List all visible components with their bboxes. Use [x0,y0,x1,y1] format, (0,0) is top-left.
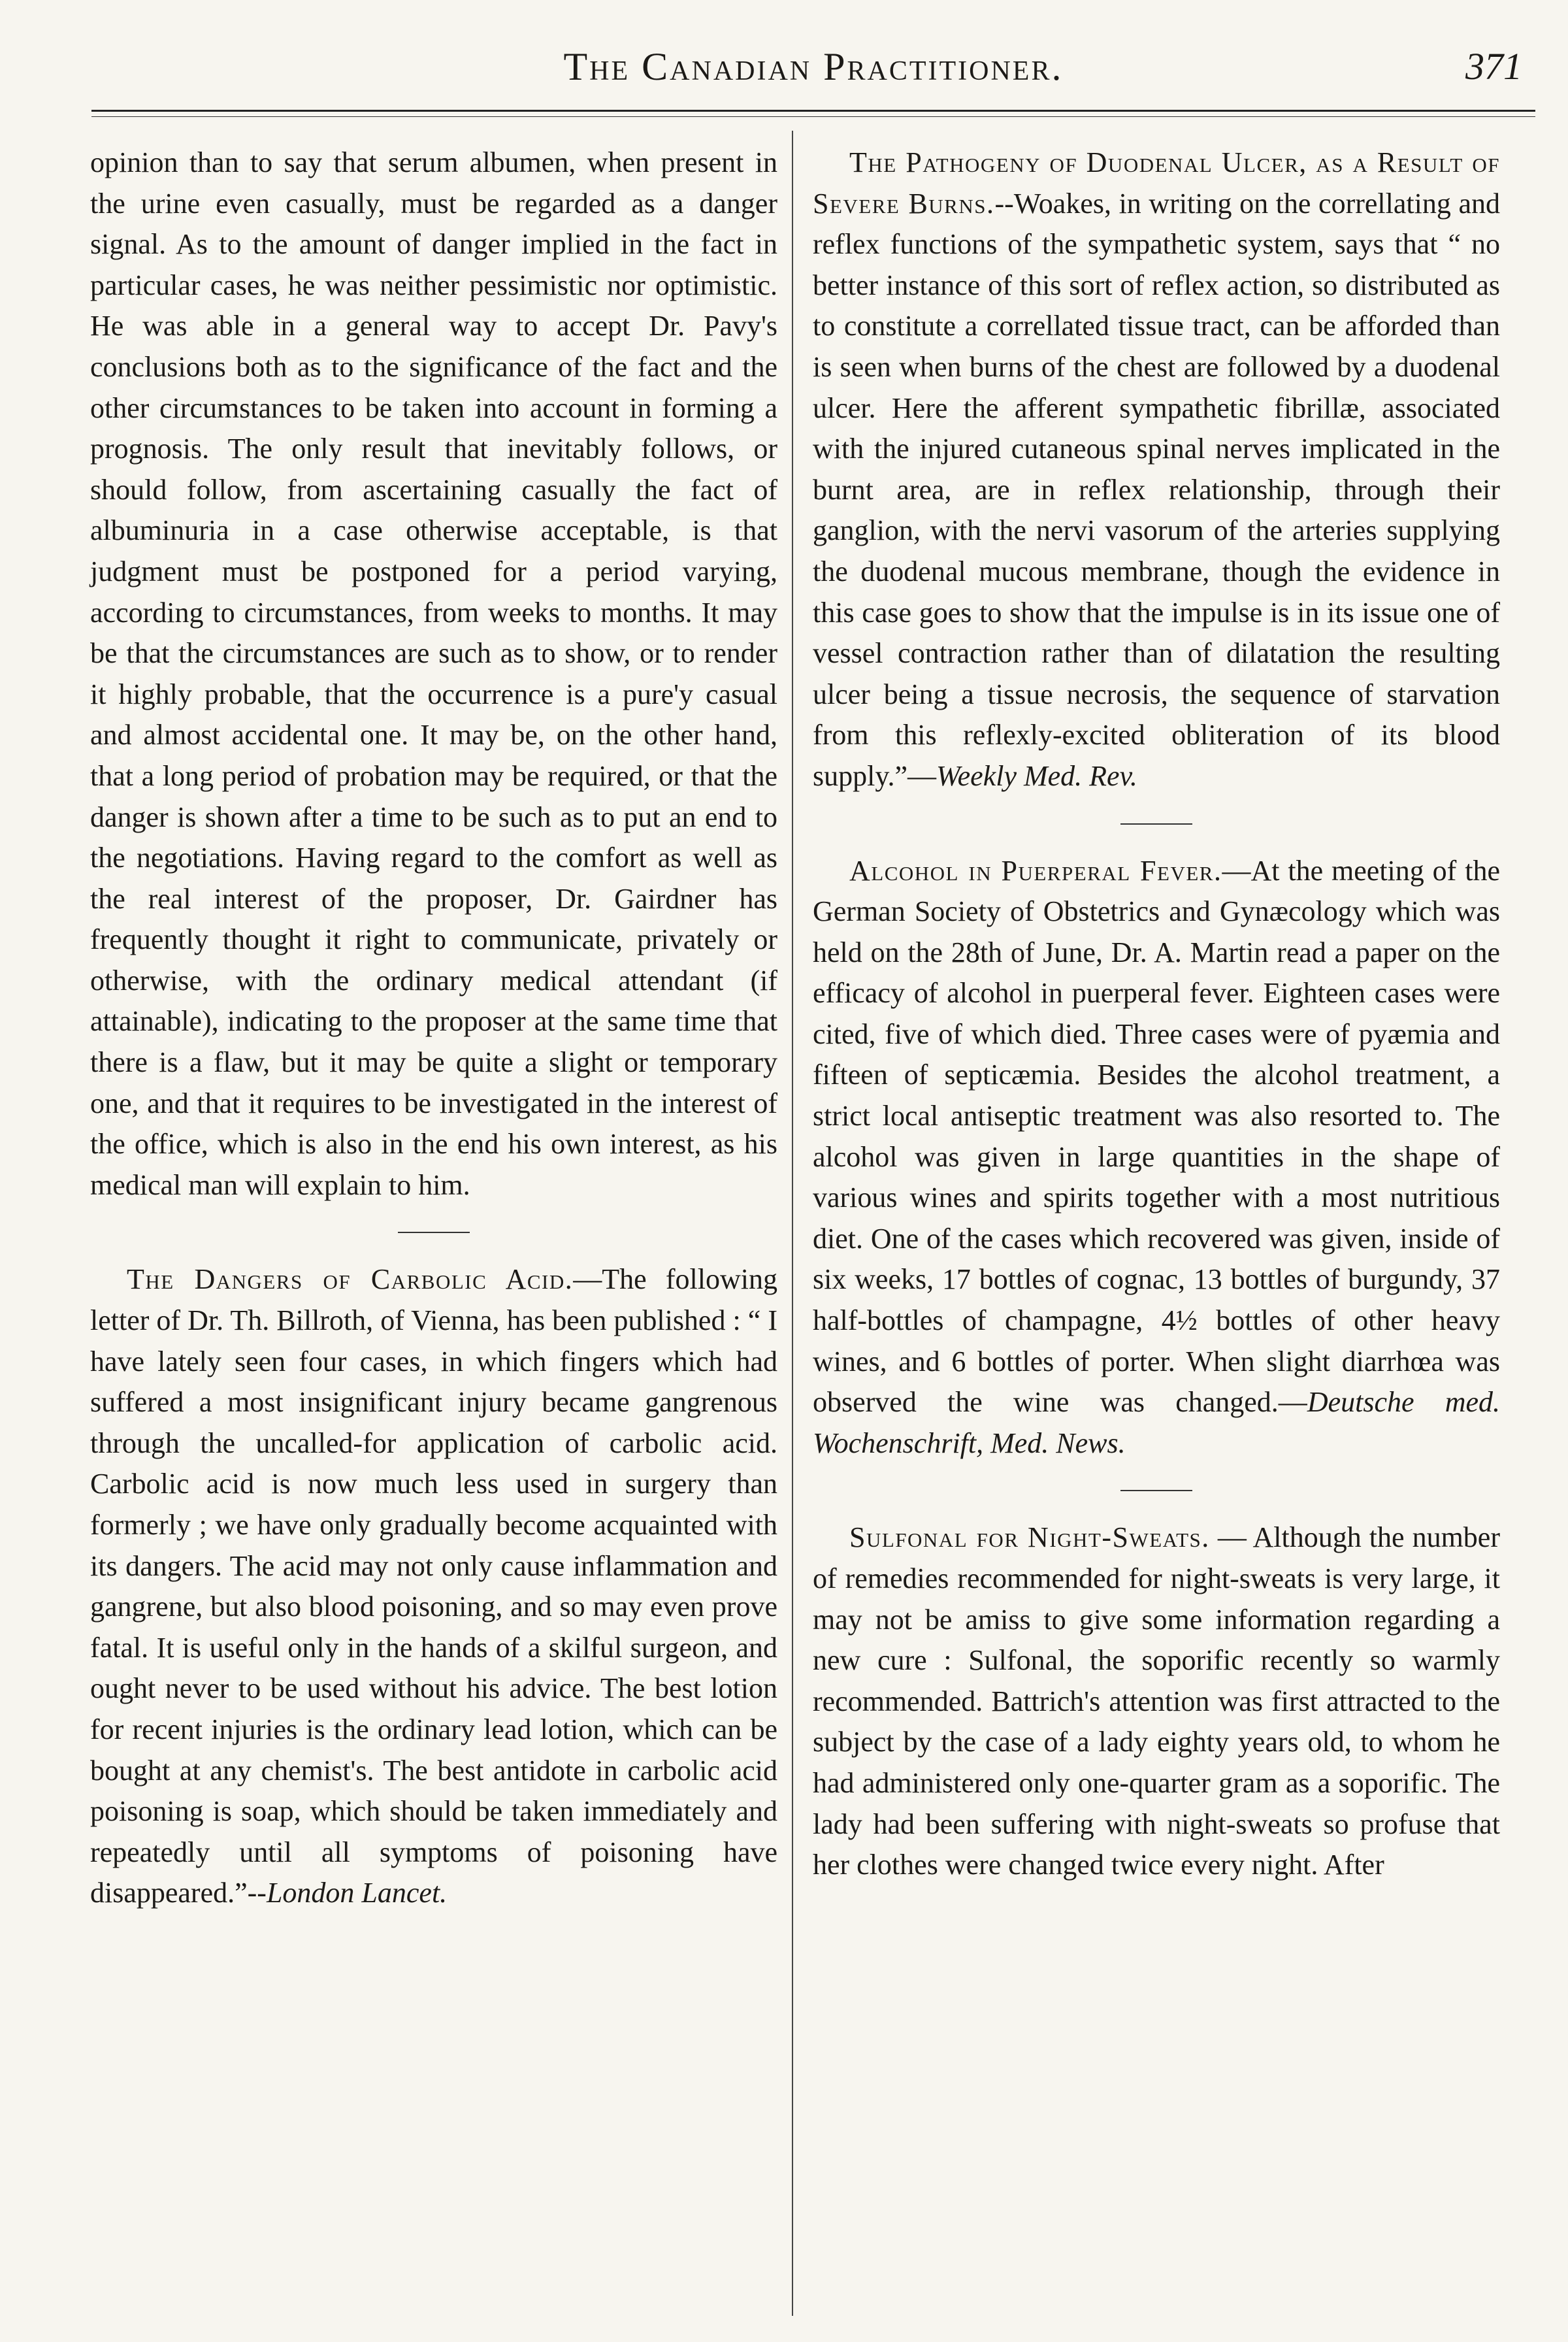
alcohol-puerperal-article [813,851,1500,1464]
article-body: --Woakes, in writing on the correllating and reflex functions of the sympathetic system, says that “ no better instance of this sort of reflex action, so distributed as to constitute a correllated tissue tract, can be afforded than is seen when burns of the chest are followed by a duodenal ulcer. Here the afferent sympathetic fibrillæ, associated with the injured cutaneous spinal nerves implicated in the burnt area, are in reflex relationship, through their ganglion, with the nervi vasorum of the arteries supplying the duodenal mucous membrane, though the evidence in this case goes to show that the impulse is in its issue one of vessel contraction rather than of dilatation the resulting ulcer being a tissue necrosis, the sequence of starvation from this reflexly-excited obliteration of its blood supply.”— [813,187,1500,792]
article-body: — Although the number of remedies recommended for night-sweats is very large, it may not be amiss to give some information regarding a new cure : Sulfonal, the soporific recently so warmly recommended. Battrich's attention was first attracted to the subject by the case of a lady eighty years old, to whom he had administered only one-quarter gram as a soporific. The lady had been suffering with night-sweats so profuse that her clothes were changed twice every night. After [813,1521,1500,1881]
right-column [813,142,1500,1886]
sulfonal-article [813,1517,1500,1885]
left-column [90,142,777,1914]
carbolic-acid-article [90,1259,777,1914]
page-number: 371 [1465,45,1522,88]
section-separator [90,1206,777,1259]
article-source: London Lancet. [266,1877,448,1909]
article-heading: The Dangers of Carbolic Acid. [127,1263,574,1296]
article-heading: Alcohol in Puerperal Fever. [849,854,1222,887]
article-source: Weekly Med. Rev. [936,759,1137,792]
section-separator [813,1464,1500,1517]
article-heading: The Pathogeny of Duodenal Ulcer, as a Result of Severe Burns. [813,146,1500,220]
article-source: Deutsche med. Wochenschrift, Med. News. [813,1386,1500,1459]
duodenal-ulcer-article [813,142,1500,797]
section-separator [813,797,1500,851]
albuminuria-paragraph: opinion than to say that serum albumen, when present in the urine even casually, must be regarded as a danger signal. As to the amount of danger implied in the fact in particular cases, he was neither pessimistic nor optimistic. He was able in a general way to accept Dr. Pavy's conclusions both as to the significance of the fact and the other circumstances to be taken into account in forming a prognosis. The only result that inevitably follows, or should follow, from ascertaining casually the fact of albuminuria in a case otherwise acceptable, is that judgment must be postponed for a period varying, according to circumstances, from weeks to months. It may be that the circumstances are such as to show, or to render it highly probable, that the occurrence is a pure'y casual and almost accidental one. It may be, on the other hand, that a long period of probation may be required, or that the danger is shown after a time to be such as to put an end to the negotiations. Having regard to the comfort as well as the real interest of the proposer, Dr. Gairdner has frequently thought it right to communicate, privately or otherwise, with the ordinary medical attendant (if attainable), indicating to the proposer at the same time that there is a flaw, but it may be quite a slight or temporary one, and that it requires to be investigated in the interest of the office, which is also in the end his own interest, as his medical man will explain to him. [90,146,777,1201]
running-title: The Canadian Practitioner. [563,45,1064,88]
article-body: —At the meeting of the German Society of Obstetrics and Gynæcology which was held on the 28th of June, Dr. A. Martin read a paper on the efficacy of alcohol in puerperal fever. Eighteen cases were cited, five of which died. Three cases were of pyæmia and fifteen of septicæmia. Besides the alcohol treatment, a strict local antiseptic treatment was also resorted to. The alcohol was given in large quantities in the shape of various wines and spirits together with a most nutritious diet. One of the cases which recovered was given, inside of six weeks, 17 bottles of cognac, 13 bottles of burgundy, 37 half-bottles of champagne, 4½ bottles of other heavy wines, and 6 bottles of porter. When slight diarrhœa was observed the wine was changed.— [813,854,1500,1419]
column-divider [792,131,793,2316]
header-rule-thin [91,116,1535,117]
article-body: —The following letter of Dr. Th. Billroth, of Vienna, has been published : “ I have lately seen four cases, in which fingers which had suffered a most insignificant injury became gangrenous through the uncalled-for application of carbolic acid. Carbolic acid is now much less used in surgery than formerly ; we have only gradually become acquainted with its dangers. The acid may not only cause inflammation and gangrene, but also blood poisoning, and so may even prove fatal. It is useful only in the hands of a skilful surgeon, and ought never to be used without his advice. The best lotion for recent injuries is the ordinary lead lotion, which can be bought at any chemist's. The best antidote in carbolic acid poisoning is soap, which should be taken immediately and repeatedly until all symptoms of poisoning have disappeared.”-- [90,1263,778,1909]
page-header [98,39,1529,105]
article-heading: Sulfonal for Night-Sweats. [849,1521,1210,1554]
header-rule [91,110,1535,112]
